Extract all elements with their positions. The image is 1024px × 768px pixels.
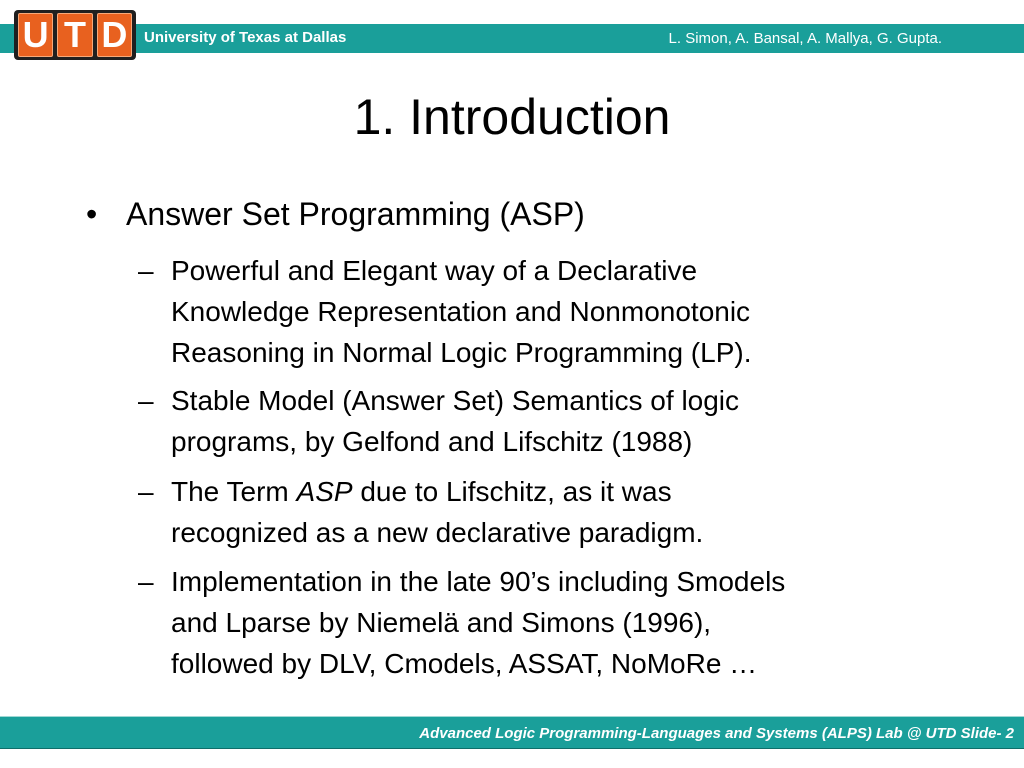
logo-letter-d: D (97, 13, 132, 57)
subpoint-line: followed by DLV, Cmodels, ASSAT, NoMoRe … (171, 648, 758, 679)
main-bullet (86, 196, 585, 233)
term-prefix: The Term (171, 476, 297, 507)
term-suffix: due to Lifschitz, as it was (352, 476, 672, 507)
subpoint-line: Reasoning in Normal Logic Programming (LP). (171, 337, 752, 368)
subpoint-line: recognized as a new declarative paradigm. (171, 517, 704, 548)
subpoint-line: Knowledge Representation and Nonmonotonic (171, 296, 751, 327)
logo-letter-u: U (18, 13, 53, 57)
subpoint-line: Stable Model (Answer Set) Semantics of logic (171, 385, 740, 416)
main-bullet-text: Answer Set Programming (ASP) (126, 196, 585, 232)
term-emphasis: ASP (296, 476, 353, 507)
subpoint-line: and Lparse by Niemelä and Simons (1996), (171, 607, 712, 638)
dash-marker: – (138, 566, 154, 597)
subpoint-3 (138, 471, 703, 553)
subpoint-2 (138, 380, 739, 462)
university-name: University of Texas at Dallas (144, 29, 347, 46)
subpoint-line (171, 471, 703, 512)
subpoint-4 (138, 561, 785, 684)
dash-marker: – (138, 255, 154, 286)
slide-title: 1. Introduction (353, 89, 671, 145)
dash-marker: – (138, 385, 154, 416)
utd-logo (14, 10, 136, 60)
subpoint-line: Powerful and Elegant way of a Declarative (171, 255, 698, 286)
logo-letter-t: T (57, 13, 92, 57)
subpoint-1 (138, 250, 751, 373)
bullet-dot: • (86, 196, 98, 232)
subpoint-line: programs, by Gelfond and Lifschitz (1988) (171, 426, 693, 457)
authors: L. Simon, A. Bansal, A. Mallya, G. Gupta. (668, 30, 942, 47)
footer-text: Advanced Logic Programming-Languages and Systems (ALPS) Lab @ UTD Slide- 2 (419, 725, 1014, 742)
subpoint-line: Implementation in the late 90’s including Smodels (171, 566, 786, 597)
dash-marker: – (138, 476, 154, 507)
